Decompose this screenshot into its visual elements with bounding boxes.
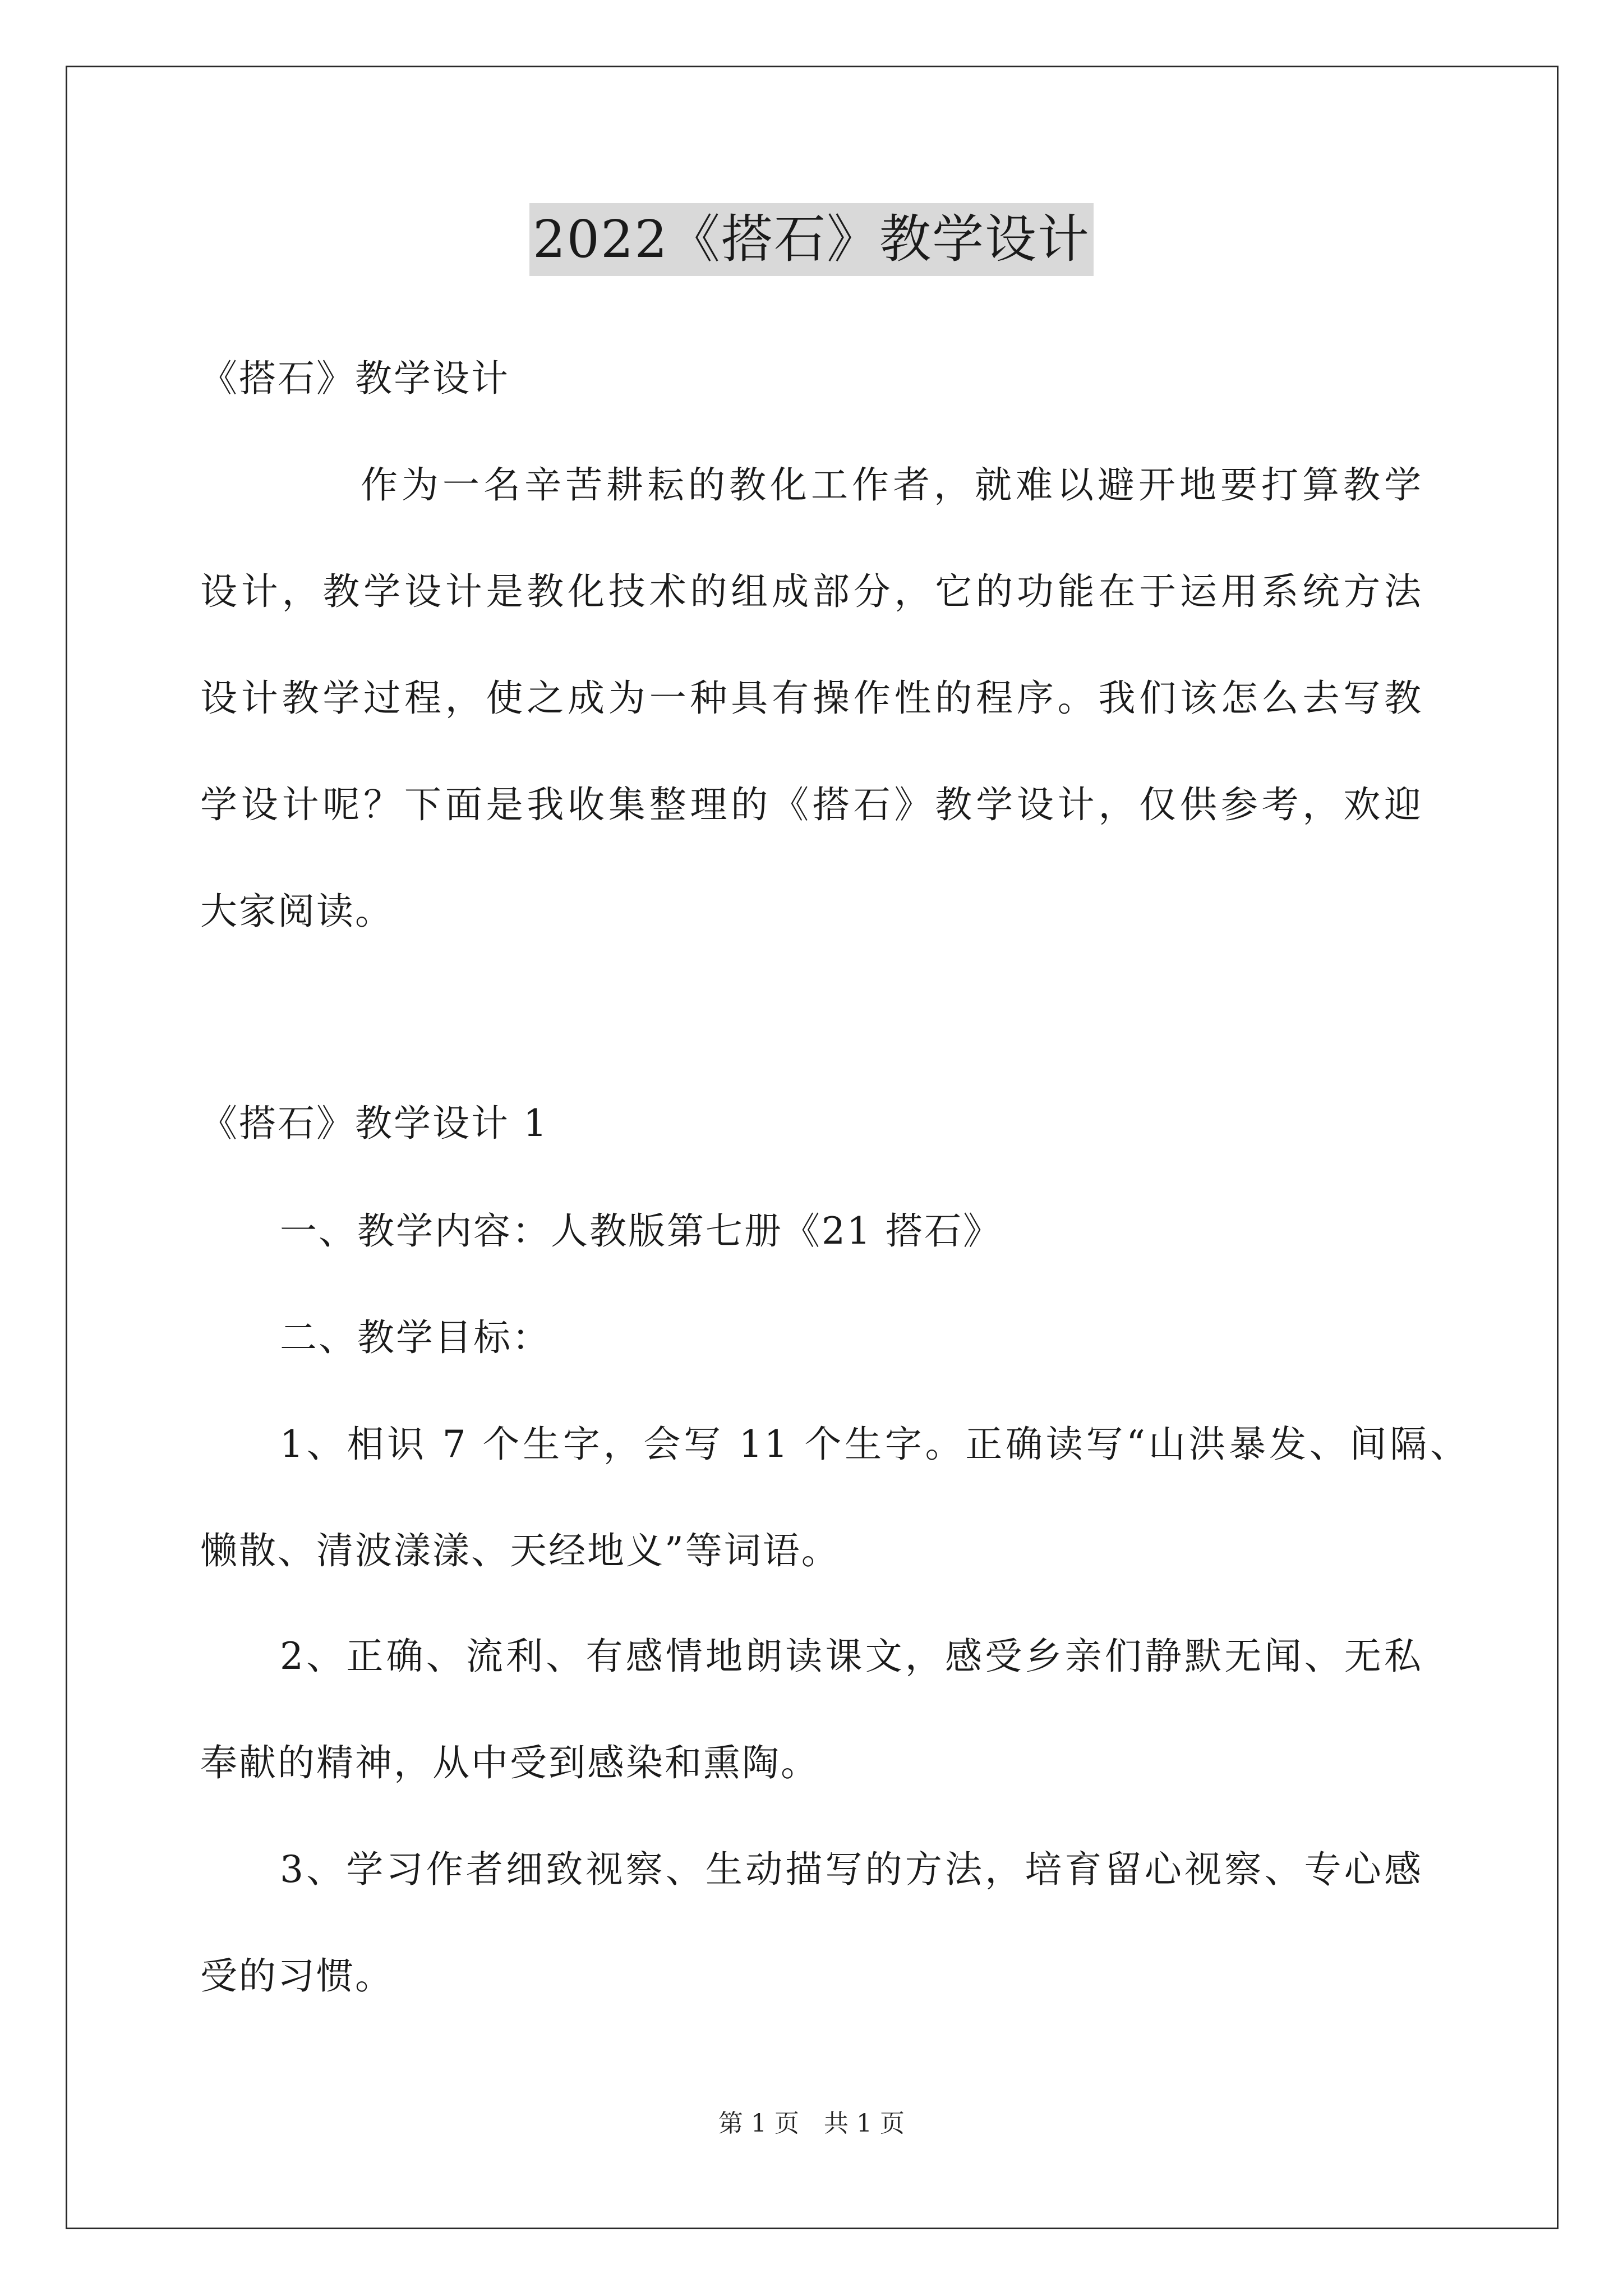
document-subtitle: 《搭石》教学设计: [200, 357, 510, 400]
goal-line-1: 1、相识 7 个生字，会写 11 个生字。正确读写“山洪暴发、间隔、: [280, 1423, 1469, 1466]
item-goals: 二、教学目标：: [280, 1316, 551, 1359]
page-footer: 第 1 页 共 1 页: [718, 2109, 905, 2138]
goal-line-5: 3、学习作者细致视察、生动描写的方法，培育留心视察、专心感: [280, 1848, 1423, 1891]
goal-line-3: 2、正确、流利、有感情地朗读课文，感受乡亲们静默无闻、无私: [280, 1635, 1423, 1678]
intro-line-2: 设计，教学设计是教化技术的组成部分，它的功能在于运用系统方法: [200, 570, 1423, 613]
intro-line-4: 学设计呢？下面是我收集整理的《搭石》教学设计，仅供参考，欢迎: [200, 783, 1423, 826]
goal-line-6: 受的习惯。: [200, 1954, 394, 1998]
item-content: 一、教学内容：人教版第七册《21 搭石》: [280, 1209, 1002, 1253]
document-title: 2022《搭石》教学设计: [529, 203, 1094, 276]
section-heading: 《搭石》教学设计 1: [200, 1102, 548, 1145]
title-container: [0, 203, 1623, 276]
intro-line-5: 大家阅读。: [200, 890, 394, 933]
intro-line-3: 设计教学过程，使之成为一种具有操作性的程序。我们该怎么去写教: [200, 677, 1423, 720]
goal-line-4: 奉献的精神，从中受到感染和熏陶。: [200, 1741, 819, 1784]
goal-line-2: 懒散、清波漾漾、天经地义”等词语。: [200, 1529, 840, 1572]
intro-line-1: 作为一名辛苦耕耘的教化工作者，就难以避开地要打算教学: [361, 463, 1423, 507]
